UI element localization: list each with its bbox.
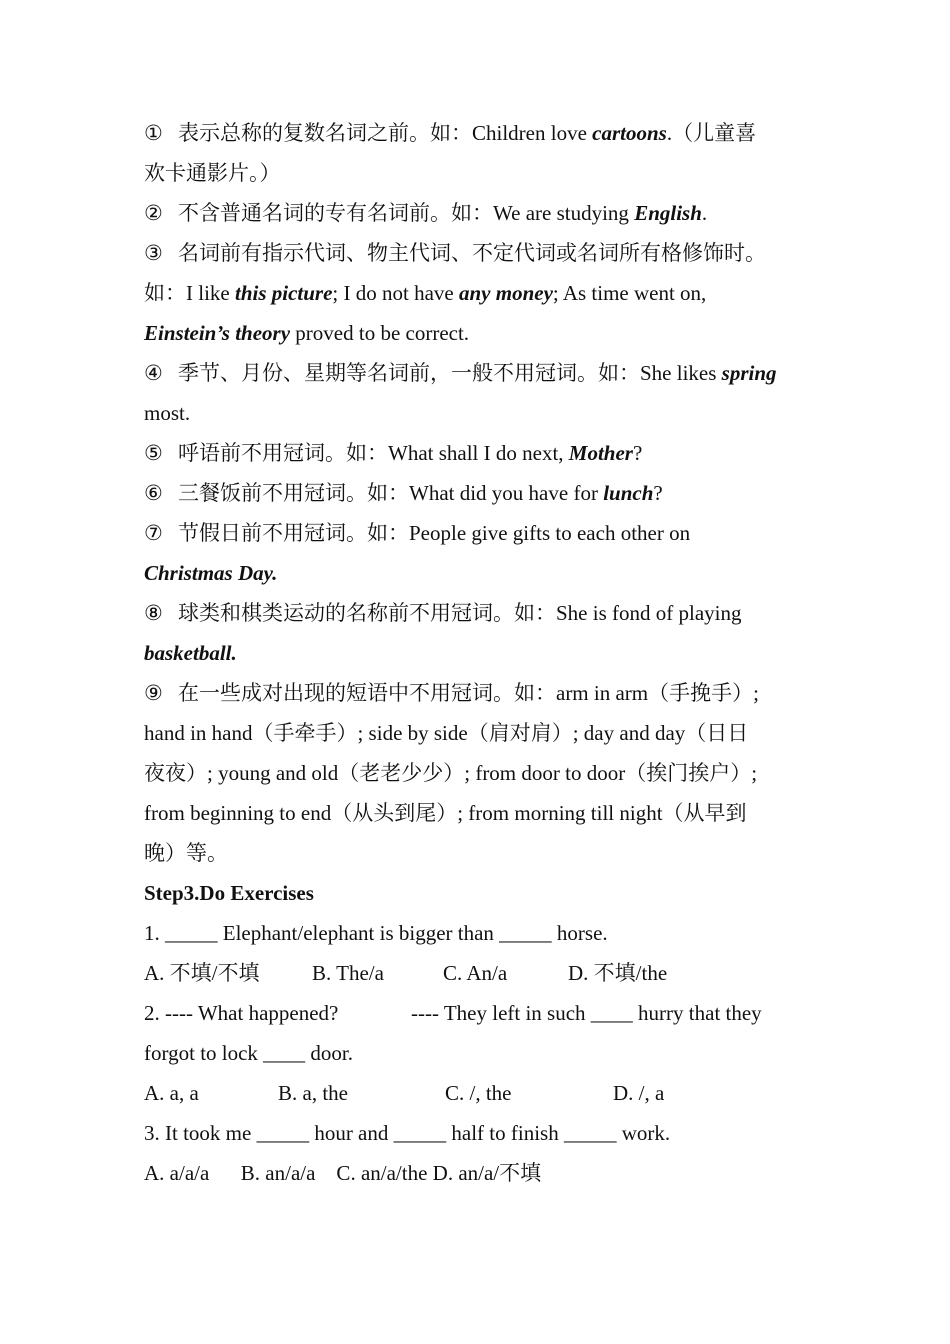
option-b[interactable]: B. The/a: [312, 961, 384, 985]
rule-7-line-2: [144, 553, 800, 593]
rule-3-line-3: [144, 313, 800, 353]
rule-8-line-1: [144, 593, 800, 633]
rule-1-line-1: [144, 113, 800, 153]
rule-text: 如：I like: [144, 281, 235, 305]
option-c[interactable]: C. /, the: [445, 1081, 512, 1105]
rule-text: 名词前有指示代词、物主代词、不定代词或名词所有格修饰时。: [178, 241, 766, 265]
example-word: Christmas Day.: [144, 561, 278, 585]
option-b[interactable]: B. a, the: [278, 1081, 348, 1105]
exercise-2-question-line-2: forgot to lock ____ door.: [144, 1041, 354, 1065]
step-heading: Step3.Do Exercises: [144, 881, 314, 905]
option-d[interactable]: D. /, a: [613, 1081, 665, 1105]
rule-text: 球类和棋类运动的名称前不用冠词。如：She is fond of playing: [178, 601, 742, 625]
rule-text: ; I do not have: [332, 281, 459, 305]
rule-number: ⑥: [144, 481, 163, 505]
rule-number: ⑨: [144, 681, 163, 705]
example-word: lunch: [603, 481, 654, 505]
rule-text: ; As time went on,: [552, 281, 707, 305]
example-word: spring: [721, 361, 777, 385]
option-c[interactable]: C. An/a: [443, 961, 508, 985]
rule-text: 季节、月份、星期等名词前，一般不用冠词。如：She likes: [178, 361, 722, 385]
rule-7-line-1: [144, 513, 800, 553]
example-word: English: [634, 201, 702, 225]
rule-number: ③: [144, 241, 163, 265]
option-a[interactable]: A. a, a: [144, 1081, 199, 1105]
rule-text: .: [701, 201, 708, 225]
rule-6-line-1: [144, 473, 800, 513]
rule-3-line-2: [144, 273, 800, 313]
example-word: basketball.: [144, 641, 237, 665]
rule-number: ⑧: [144, 601, 163, 625]
question-part: ---- They left in such ____ hurry that they: [411, 1001, 762, 1025]
example-word: Mother: [568, 441, 633, 465]
example-word: Einstein’s theory: [144, 321, 291, 345]
rule-5-line-1: [144, 433, 800, 473]
rule-text: 在一些成对出现的短语中不用冠词。如：arm in arm（手挽手）;: [178, 681, 759, 705]
rule-8-line-2: [144, 633, 800, 673]
exercise-1-options: [144, 953, 800, 993]
rule-4-line-1: [144, 353, 800, 393]
exercise-2-options: [144, 1073, 800, 1113]
rule-text: 不含普通名词的专有名词前。如：We are studying: [178, 201, 635, 225]
rule-number: ⑤: [144, 441, 163, 465]
rule-4-line-2: most.: [144, 401, 191, 425]
rule-1-line-2: 欢卡通影片。）: [144, 161, 281, 185]
rule-text: 节假日前不用冠词。如：People give gifts to each other on: [178, 521, 691, 545]
option-a[interactable]: A. 不填/不填: [144, 961, 260, 985]
rule-9-line-1: [144, 673, 800, 713]
rule-9-line-3: 夜夜）; young and old（老老少少）; from door to door（挨门挨户）;: [144, 761, 758, 785]
example-word: cartoons: [592, 121, 667, 145]
example-word: any money: [458, 281, 553, 305]
rule-9-line-5: 晚）等。: [144, 841, 228, 865]
example-word: this picture: [234, 281, 333, 305]
rule-3-line-1: [144, 233, 800, 273]
rule-2-line-1: [144, 193, 800, 233]
rule-text: 三餐饭前不用冠词。如：What did you have for: [178, 481, 604, 505]
exercise-3-question: 3. It took me _____ hour and _____ half to finish _____ work.: [144, 1121, 671, 1145]
rule-text: .（儿童喜: [666, 121, 757, 145]
rule-text: 呼语前不用冠词。如：What shall I do next,: [178, 441, 569, 465]
rule-number: ⑦: [144, 521, 163, 545]
rule-text: 表示总称的复数名词之前。如：Children love: [178, 121, 593, 145]
exercise-3-options[interactable]: A. a/a/a B. an/a/a C. an/a/the D. an/a/不填: [144, 1161, 542, 1185]
rule-9-line-2: hand in hand（手牵手）; side by side（肩对肩）; day and day（日日: [144, 721, 749, 745]
rule-number: ④: [144, 361, 163, 385]
rule-9-line-4: from beginning to end（从头到尾）; from morning till night（从早到: [144, 801, 747, 825]
question-part: 2. ---- What happened?: [144, 1001, 339, 1025]
rule-number: ②: [144, 201, 163, 225]
rule-text: ?: [632, 441, 643, 465]
rule-text: ?: [653, 481, 663, 505]
exercise-1-question: 1. _____ Elephant/elephant is bigger than _____ horse.: [144, 921, 608, 945]
exercise-2-question-line-1: [144, 993, 800, 1033]
option-d[interactable]: D. 不填/the: [568, 961, 668, 985]
rule-text: proved to be correct.: [290, 321, 470, 345]
rule-number: ①: [144, 121, 163, 145]
